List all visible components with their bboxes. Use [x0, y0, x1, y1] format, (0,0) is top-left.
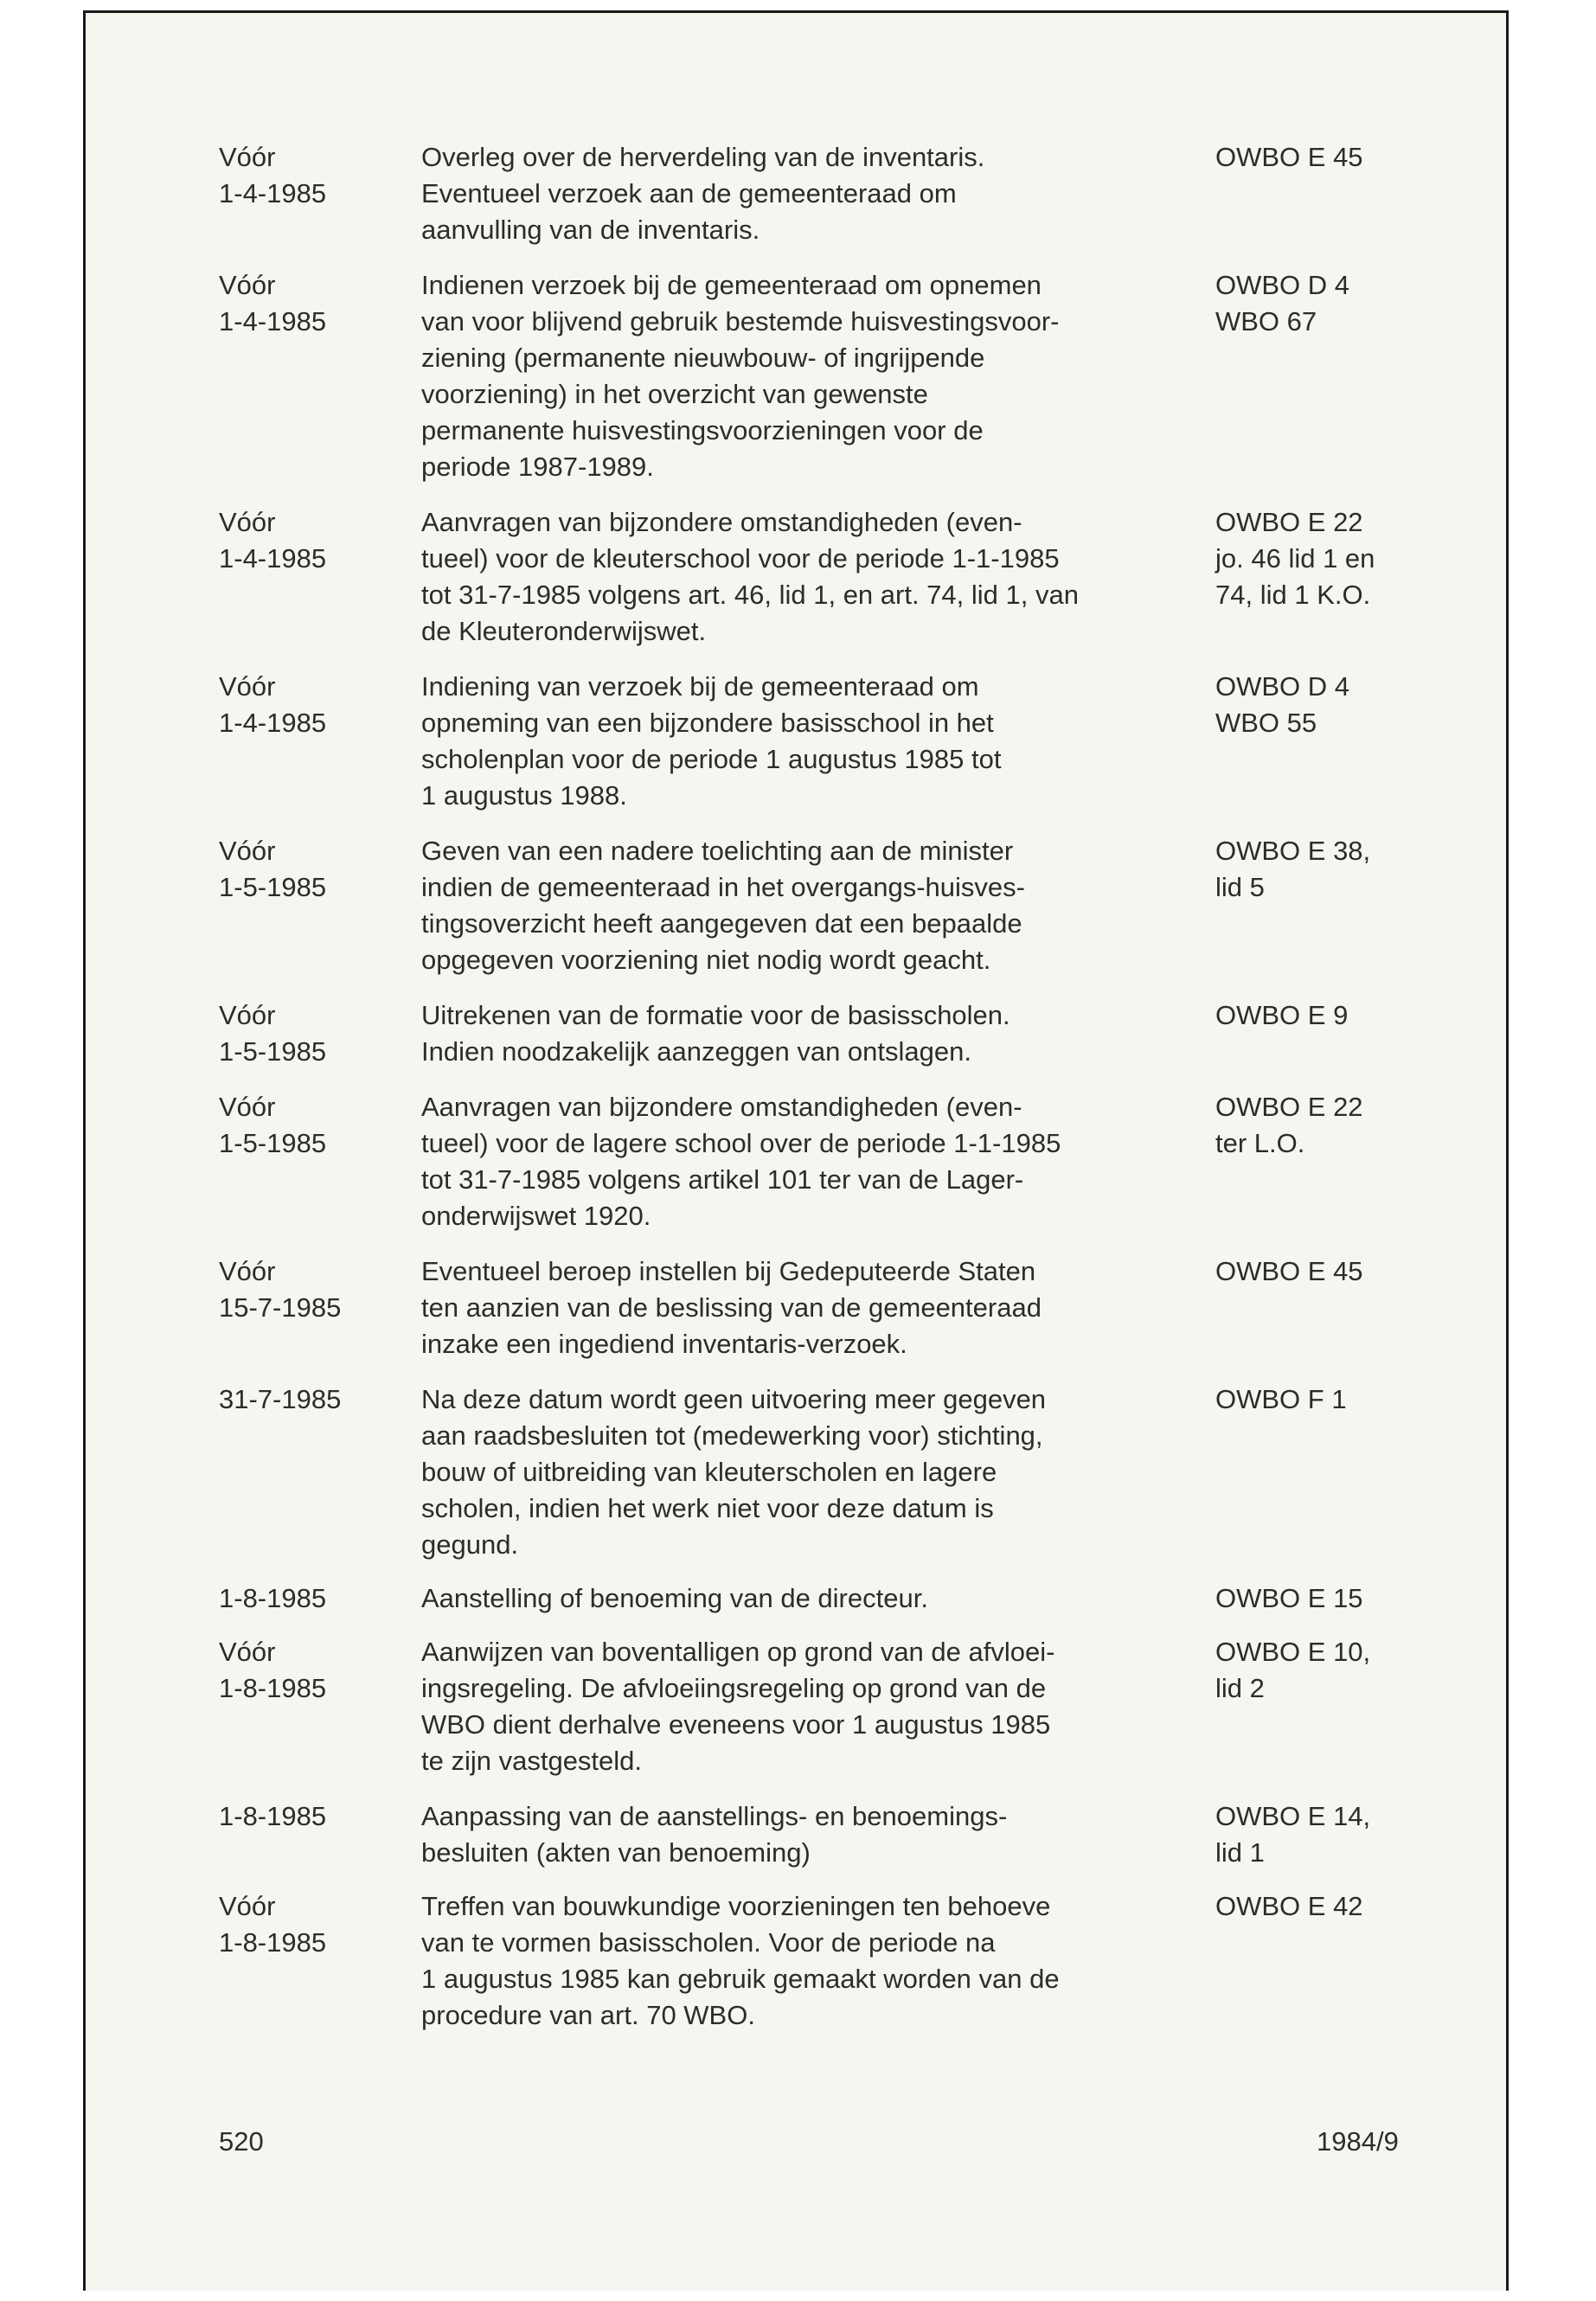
entry-description: Uitrekenen van de formatie voor de basisscholen. Indien noodzakelijk aanzeggen van ontslagen. — [421, 1000, 1010, 1067]
entry-description: Aanpassing van de aanstellings- en benoemings- besluiten (akten van benoeming) — [421, 1801, 1008, 1868]
entry-reference: OWBO D 4 WBO 67 — [1215, 270, 1350, 336]
schedule-entry — [219, 1888, 1499, 2034]
entry-date: Vóór 1-4-1985 — [219, 671, 327, 738]
entry-reference: OWBO E 45 — [1215, 142, 1363, 172]
schedule-entry — [219, 1089, 1499, 1234]
entry-date: Vóór 1-5-1985 — [219, 1000, 327, 1067]
entry-description: Aanvragen van bijzondere omstandigheden (even- tueel) voor de lagere school over de periode 1-1-1985 tot 31-7-1985 volgens artikel 101 ter van de Lager- onderwijswet 1920. — [421, 1092, 1061, 1231]
entry-date: Vóór 1-4-1985 — [219, 507, 327, 574]
schedule-entry — [219, 833, 1499, 978]
entry-description: Eventueel beroep instellen bij Gedeputeerde Staten ten aanzien van de beslissing van de gemeenteraad inzake een ingediend inventaris-verzoek. — [421, 1256, 1042, 1359]
entry-description: Treffen van bouwkundige voorzieningen ten behoeve van te vormen basisscholen. Voor de periode na 1 augustus 1985 kan gebruik gemaakt worden van de procedure van art. 70 WBO. — [421, 1891, 1060, 2030]
entry-description: Na deze datum wordt geen uitvoering meer gegeven aan raadsbesluiten tot (medewerking voor) stichting, bouw of uitbreiding van kleuterscholen en lagere scholen, indien het werk niet voor deze datum is gegund. — [421, 1384, 1047, 1560]
entry-date: Vóór 1-8-1985 — [219, 1637, 327, 1703]
entry-reference: OWBO E 10, lid 2 — [1215, 1637, 1371, 1703]
schedule-entry — [219, 267, 1499, 485]
schedule-entry — [219, 1381, 1499, 1563]
schedule-list — [219, 139, 1499, 2034]
schedule-entry — [219, 669, 1499, 814]
schedule-entry — [219, 504, 1499, 650]
entry-date: Vóór 1-4-1985 — [219, 270, 327, 336]
entry-date: 1-8-1985 — [219, 1583, 327, 1613]
entry-description: Aanwijzen van boventalligen op grond van de afvloei- ingsregeling. De afvloeiingsregeling op grond van de WBO dient derhalve eveneens voor 1 augustus 1985 te zijn vastgesteld. — [421, 1637, 1055, 1776]
schedule-entry — [219, 997, 1499, 1070]
entry-description: Geven van een nadere toelichting aan de minister indien de gemeenteraad in het overgangs-huisves- tingsoverzicht heeft aangegeven dat een bepaalde opgegeven voorziening niet nodig wordt geacht. — [421, 836, 1025, 975]
entry-date: 1-8-1985 — [219, 1801, 327, 1831]
entry-date: Vóór 15-7-1985 — [219, 1256, 342, 1323]
entry-description: Aanvragen van bijzondere omstandigheden (even- tueel) voor de kleuterschool voor de periode 1-1-1985 tot 31-7-1985 volgens art. 46, lid 1, en art. 74, lid 1, van de Kleuteronderwijswet. — [421, 507, 1079, 646]
entry-reference: OWBO E 22 ter L.O. — [1215, 1092, 1363, 1158]
entry-date: Vóór 1-5-1985 — [219, 836, 327, 902]
entry-date: Vóór 1-5-1985 — [219, 1092, 327, 1158]
entry-description: Aanstelling of benoeming van de directeur. — [421, 1583, 928, 1613]
entry-description: Indienen verzoek bij de gemeenteraad om opnemen van voor blijvend gebruik bestemde huisvestingsvoor- ziening (permanente nieuwbouw- of ingrijpende voorziening) in het overzicht van gewenste permanente huisvestingsvoorzieningen voor de periode 1987-1989. — [421, 270, 1060, 482]
entry-date: Vóór 1-4-1985 — [219, 142, 327, 208]
entry-reference: OWBO E 9 — [1215, 1000, 1349, 1030]
entry-reference: OWBO E 15 — [1215, 1583, 1363, 1613]
document-page — [83, 10, 1509, 2291]
entry-date: 31-7-1985 — [219, 1384, 342, 1414]
entry-reference: OWBO E 22 jo. 46 lid 1 en 74, lid 1 K.O. — [1215, 507, 1375, 610]
schedule-entry — [219, 1580, 1499, 1617]
schedule-entry — [219, 1253, 1499, 1362]
edition-label: 1984/9 — [1317, 2126, 1399, 2157]
entry-reference: OWBO E 42 — [1215, 1891, 1363, 1921]
entry-reference: OWBO E 45 — [1215, 1256, 1363, 1286]
entry-reference: OWBO E 14, lid 1 — [1215, 1801, 1371, 1868]
entry-description: Indiening van verzoek bij de gemeenteraad om opneming van een bijzondere basisschool in het scholenplan voor de periode 1 augustus 1985 tot 1 augustus 1988. — [421, 671, 1002, 811]
schedule-entry — [219, 1634, 1499, 1779]
entry-reference: OWBO F 1 — [1215, 1384, 1347, 1414]
page-number: 520 — [219, 2126, 264, 2157]
schedule-entry — [219, 139, 1499, 248]
entry-date: Vóór 1-8-1985 — [219, 1891, 327, 1958]
entry-reference: OWBO D 4 WBO 55 — [1215, 671, 1350, 738]
schedule-entry — [219, 1798, 1499, 1871]
entry-reference: OWBO E 38, lid 5 — [1215, 836, 1371, 902]
entry-description: Overleg over de herverdeling van de inventaris. Eventueel verzoek aan de gemeenteraad om aanvulling van de inventaris. — [421, 142, 985, 245]
